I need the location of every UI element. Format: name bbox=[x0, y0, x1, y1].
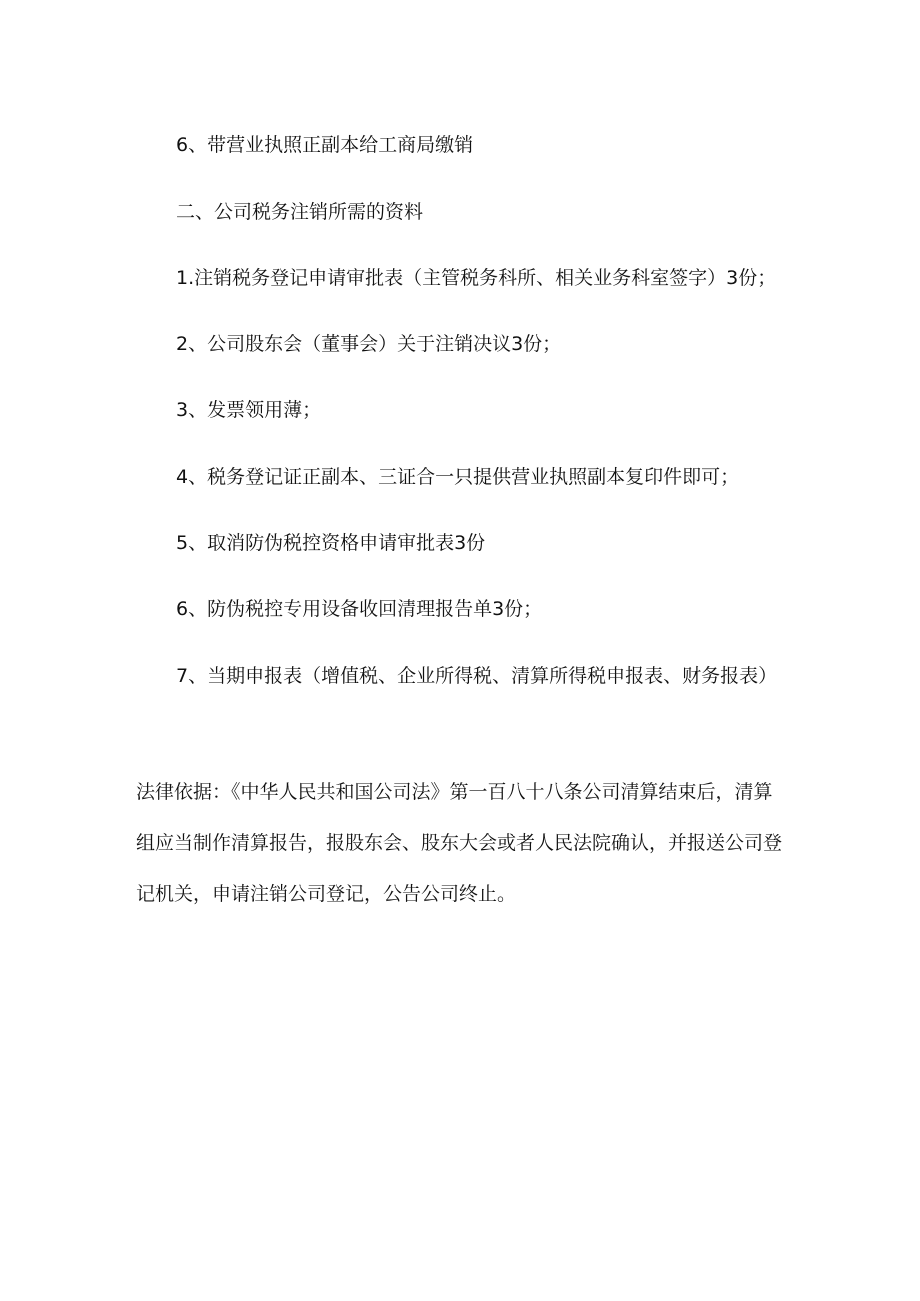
paragraph-item-2: 2、公司股东会（董事会）关于注销决议3份； bbox=[176, 333, 562, 355]
paragraph-item-5: 5、取消防伪税控资格申请审批表3份 bbox=[176, 532, 486, 554]
paragraph-item-7: 7、当期申报表（增值税、企业所得税、清算所得税申报表、财务报表） bbox=[176, 665, 778, 687]
section-heading-tax-deregistration: 二、公司税务注销所需的资料 bbox=[176, 201, 424, 223]
paragraph-item-6-business-license: 6、带营业执照正副本给工商局缴销 bbox=[176, 134, 474, 156]
paragraph-item-4: 4、税务登记证正副本、三证合一只提供营业执照副本复印件即可； bbox=[176, 466, 740, 488]
legal-basis-paragraph: 法律依据：《中华人民共和国公司法》第一百八十八条公司清算结束后，清算组应当制作清算报告，报股东会、股东大会或者人民法院确认，并报送公司登记机关，申请注销公司登记，公告公司终止。 bbox=[136, 781, 783, 905]
paragraph-item-1: 1.注销税务登记申请审批表（主管税务科所、相关业务科室签字）3份； bbox=[176, 267, 777, 289]
paragraph-item-6: 6、防伪税控专用设备收回清理报告单3份； bbox=[176, 598, 543, 620]
paragraph-item-3: 3、发票领用薄； bbox=[176, 399, 322, 421]
